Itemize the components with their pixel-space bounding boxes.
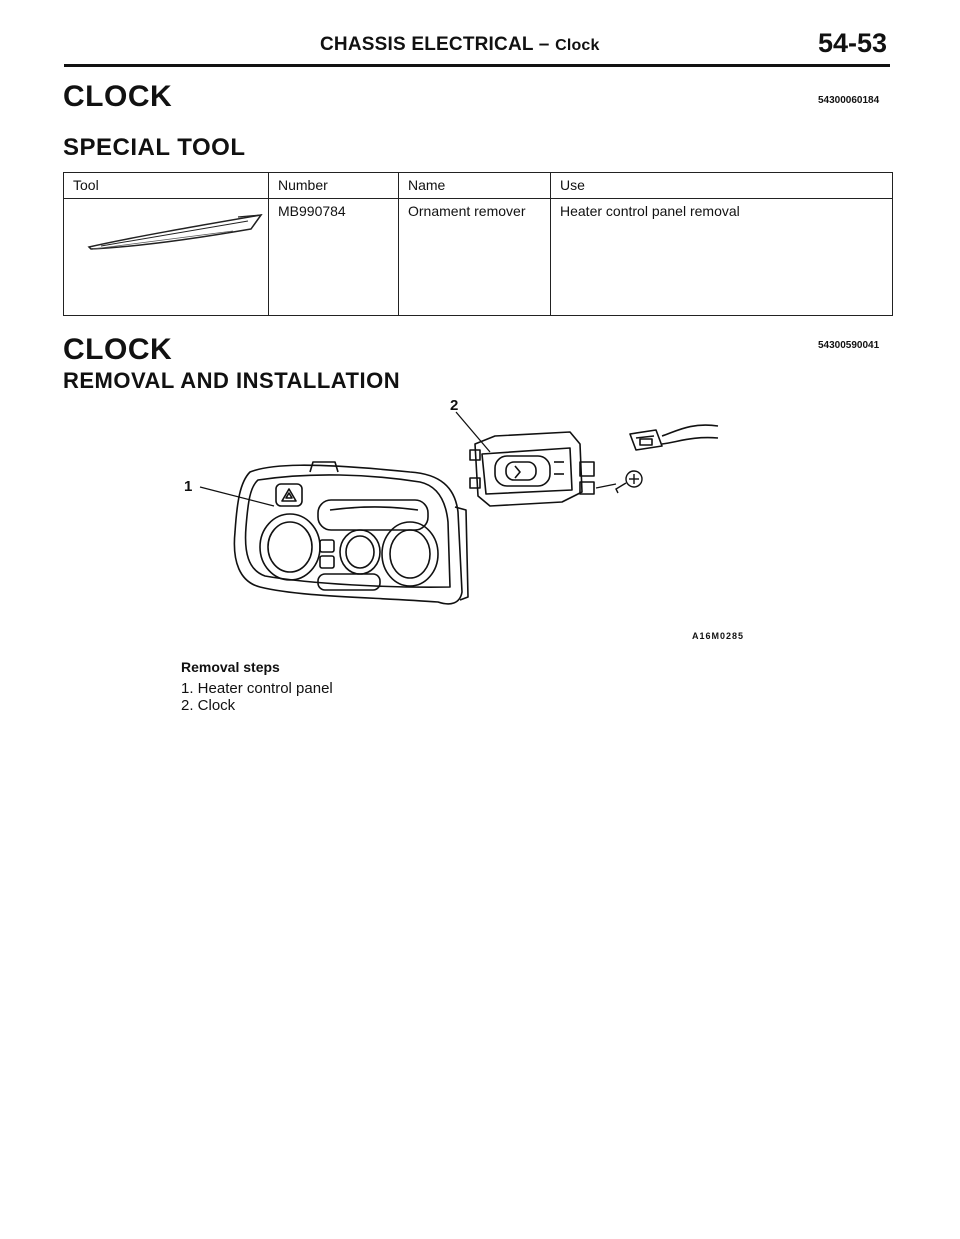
page-number: 54-53 [818,28,888,58]
table-header-use: Use [551,173,893,199]
connector-icon [630,425,718,450]
tool-use: Heater control panel removal [551,199,893,316]
tool-name: Ornament remover [399,199,551,316]
section-title-clock-2: CLOCK [63,333,173,366]
special-tool-table [63,172,893,316]
removal-step-2: 2. Clock [181,697,236,714]
removal-illustration [170,392,730,622]
table-header-number: Number [269,173,399,199]
figure-code: A16M0285 [692,631,745,641]
clock-unit [470,432,594,506]
removal-steps-title: Removal steps [181,659,280,675]
table-header-tool: Tool [64,173,269,199]
section2-code: 54300590041 [818,340,880,351]
table-header-name: Name [399,173,551,199]
clock-panel-illustration [170,392,730,622]
header-chapter: CHASSIS ELECTRICAL – [320,34,550,55]
header-title [320,34,600,56]
screw-icon [616,471,642,493]
section-code: 54300060184 [818,95,880,106]
section-title-clock: CLOCK [63,80,173,113]
removal-step-1: 1. Heater control panel [181,680,333,697]
label-1: 1 [184,478,193,495]
removal-installation-title: REMOVAL AND INSTALLATION [63,368,401,393]
table-row [64,199,893,316]
special-tool-title: SPECIAL TOOL [63,134,246,161]
header-subtitle: Clock [555,37,600,54]
table-header-row [64,173,893,199]
header-rule [64,64,890,67]
tool-number: MB990784 [269,199,399,316]
tool-illustration-cell [64,199,269,316]
ornament-remover-icon [73,203,263,263]
label-2: 2 [450,397,459,414]
